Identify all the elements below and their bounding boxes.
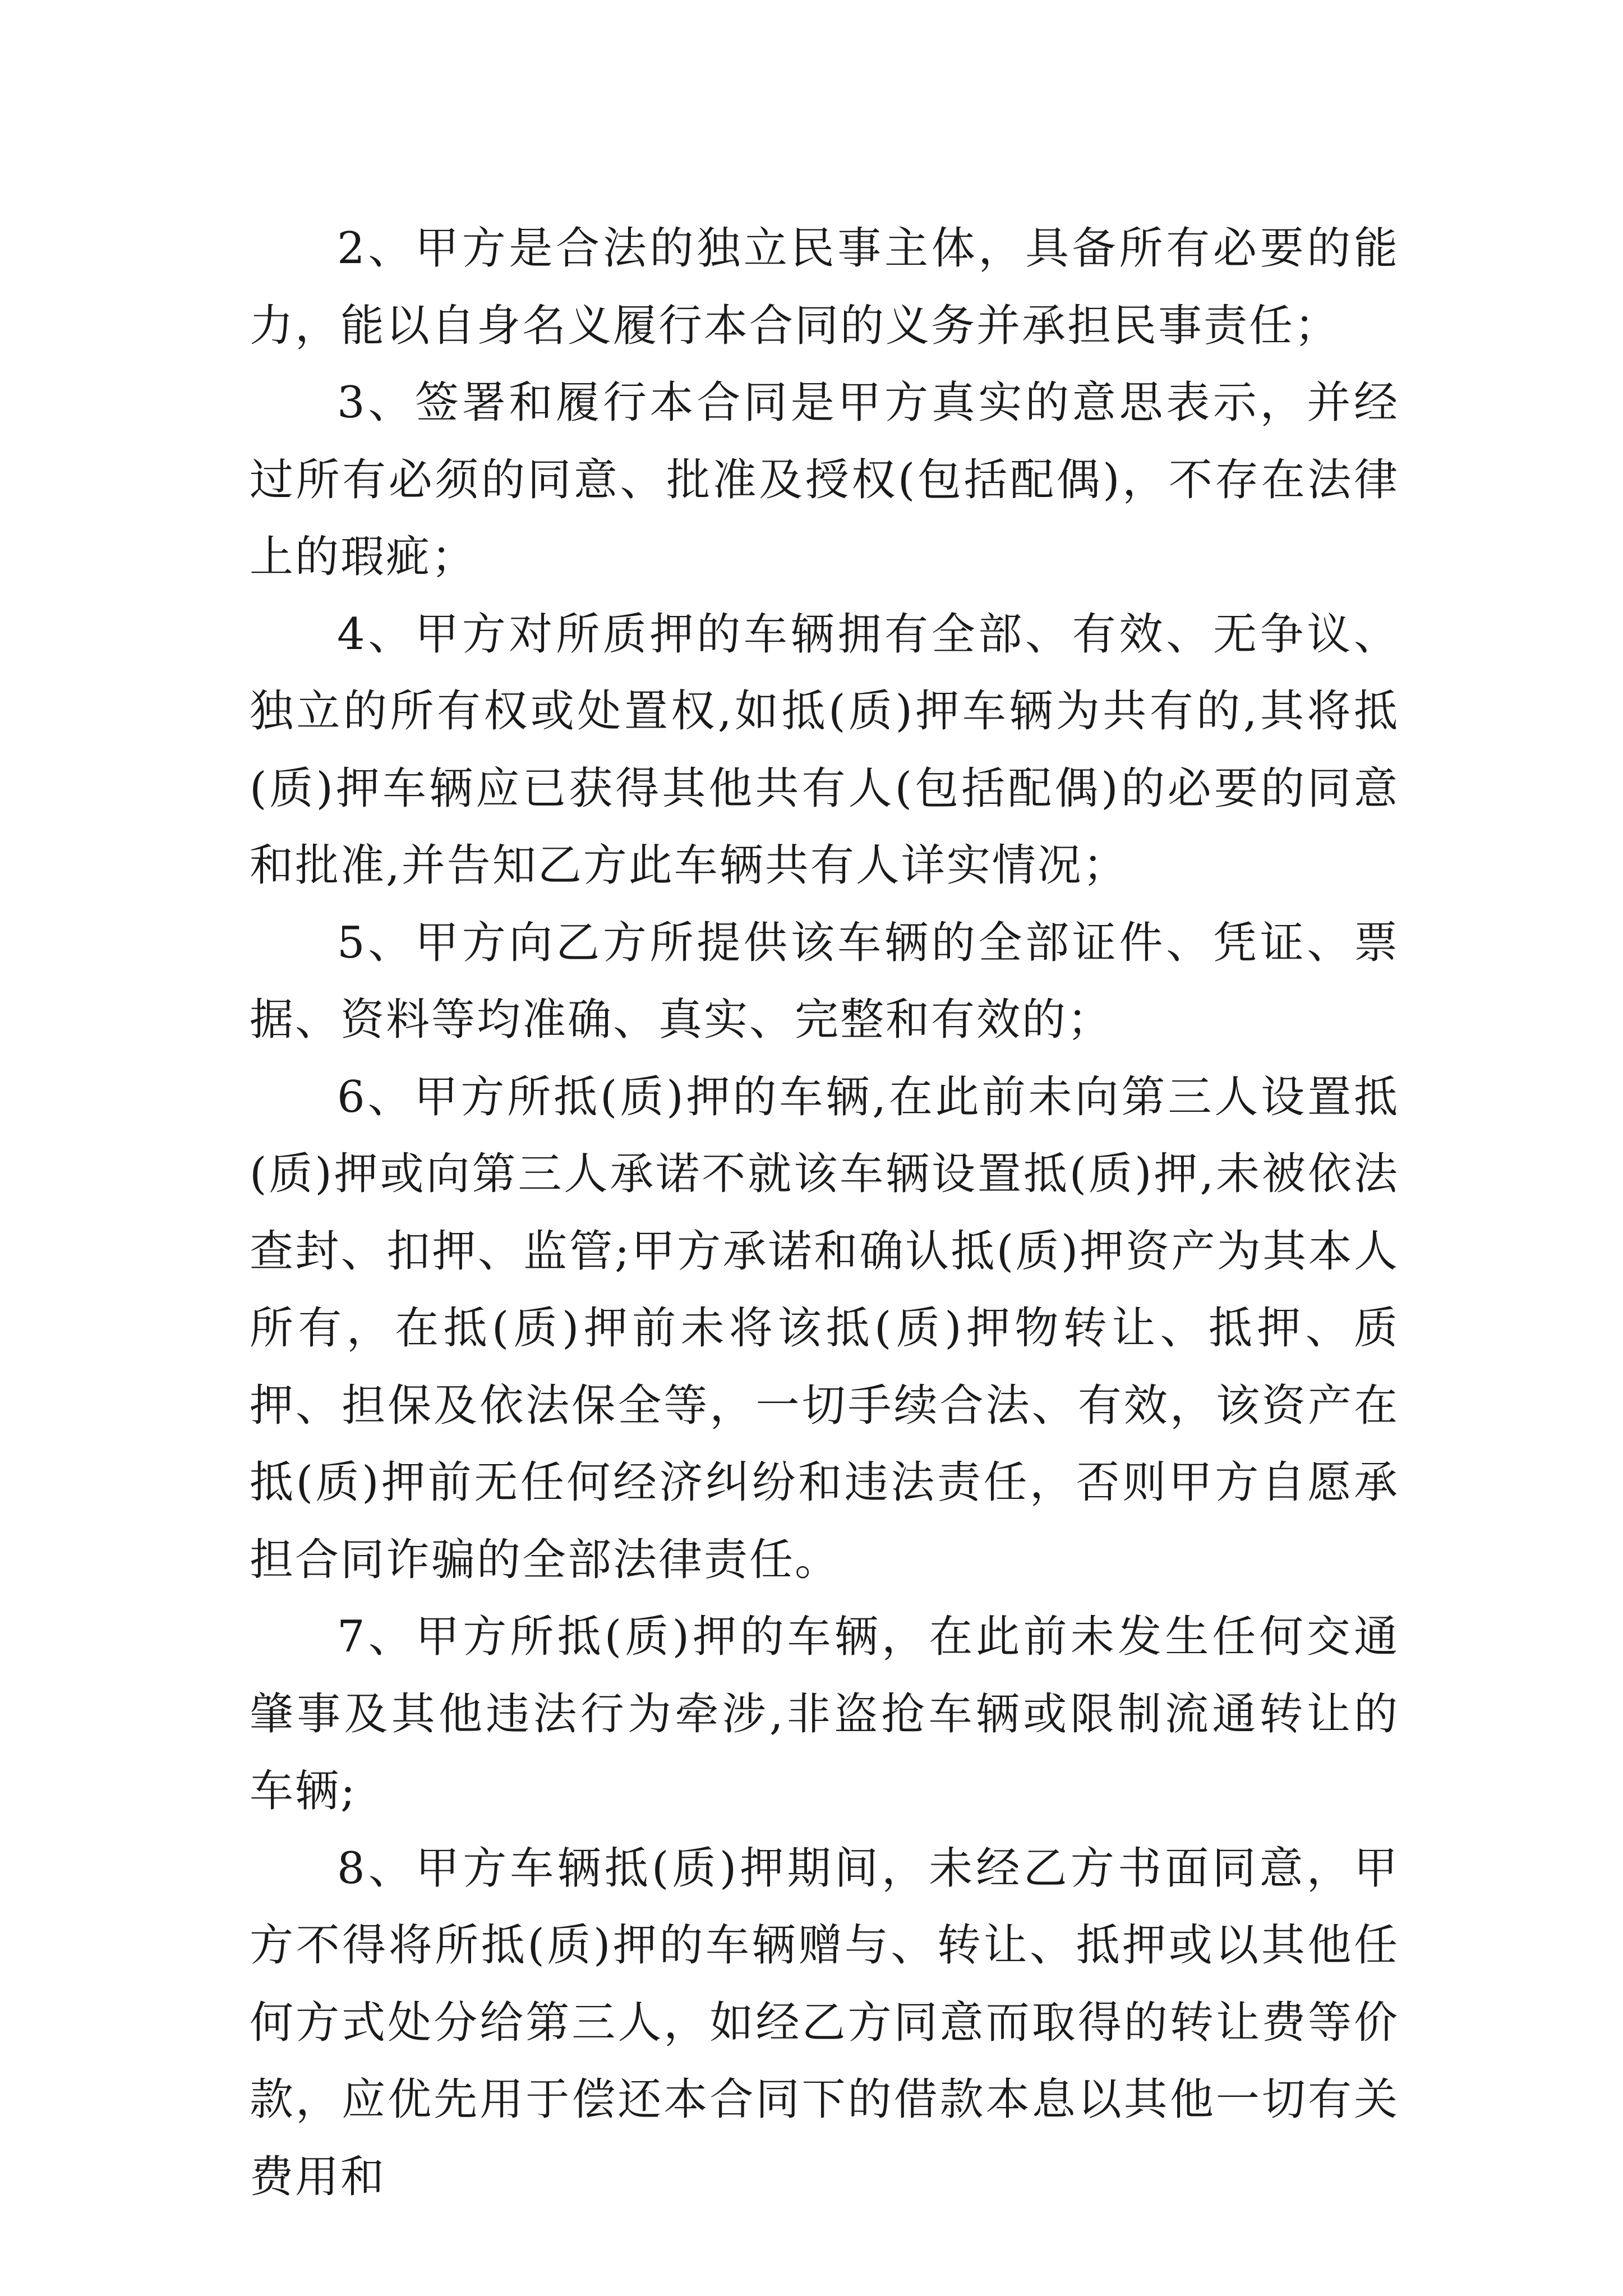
clause-3: 3、签署和履行本合同是甲方真实的意思表示，并经过所有必须的同意、批准及授权(包括配偶)，不存在法律上的瑕疵； [250,378,1399,582]
clause-2: 2、甲方是合法的独立民事主体，具备所有必要的能力，能以自身名义履行本合同的义务并承担民事责任； [250,223,1399,351]
document-body [250,210,1399,2216]
clause-4: 4、甲方对所质押的车辆拥有全部、有效、无争议、独立的所有权或处置权,如抵(质)押车辆为共有的,其将抵(质)押车辆应已获得其他共有人(包括配偶)的必要的同意和批准,并告知乙方此车辆共有人详实情况； [250,609,1399,891]
clause-7: 7、甲方所抵(质)押的车辆，在此前未发生任何交通肇事及其他违法行为牵涉,非盗抢车辆或限制流通转让的车辆; [250,1612,1399,1816]
clause-6: 6、甲方所抵(质)押的车辆,在此前未向第三人设置抵(质)押或向第三人承诺不就该车辆设置抵(质)押,未被依法查封、扣押、监管;甲方承诺和确认抵(质)押资产为其本人所有，在抵(质)押前未将该抵(质)押物转让、抵押、质押、担保及依法保全等，一切手续合法、有效，该资产在抵(质)押前无任何经济纠纷和违法责任，否则甲方自愿承担合同诈骗的全部法律责任。 [250,1071,1399,1585]
clause-8: 8、甲方车辆抵(质)押期间，未经乙方书面同意，甲方不得将所抵(质)押的车辆赠与、转让、抵押或以其他任何方式处分给第三人，如经乙方同意而取得的转让费等价款，应优先用于偿还本合同下的借款本息以其他一切有关费用和 [250,1843,1399,2202]
clause-5: 5、甲方向乙方所提供该车辆的全部证件、凭证、票据、资料等均准确、真实、完整和有效的； [250,917,1399,1045]
